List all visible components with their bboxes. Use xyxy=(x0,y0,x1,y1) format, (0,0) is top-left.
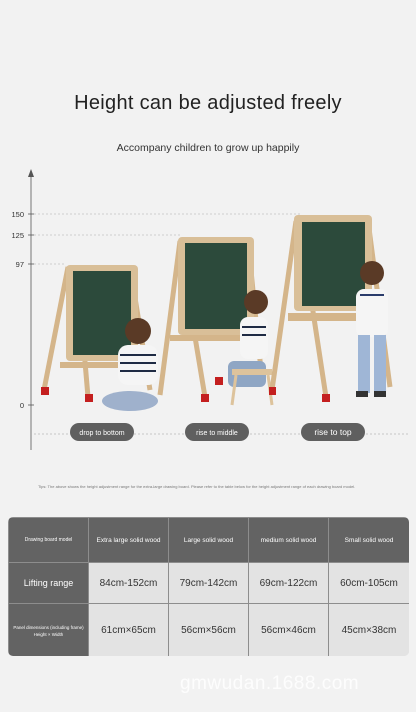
height-illustration xyxy=(0,165,416,465)
rise-to-top-label: rise to top xyxy=(314,427,352,437)
column-extra-large: Extra large solid wood xyxy=(89,518,169,563)
panel-medium: 56cm×46cm xyxy=(249,604,329,657)
scale-tick-0 xyxy=(20,401,34,410)
page-title: Height can be adjusted freely xyxy=(74,92,342,114)
panel-label-line1: Panel dimensions (including frame) xyxy=(13,624,84,630)
drop-to-bottom-label: drop to bottom xyxy=(79,430,125,437)
rise-to-middle-label: rise to middle xyxy=(196,430,238,437)
column-large: Large solid wood xyxy=(169,518,249,563)
column-medium: medium solid wood xyxy=(249,518,329,563)
table-row-lifting xyxy=(9,563,410,604)
lifting-medium: 69cm-122cm xyxy=(249,563,329,604)
scale-tick-150 xyxy=(11,210,300,219)
tip-note: Tips: The above shows the height adjustment range for the extra-large drawing board. Please refer to the table below for the height adjustment range of each drawing board model. xyxy=(38,484,356,489)
page-subtitle: Accompany children to grow up happily xyxy=(116,142,300,154)
panel-small: 45cm×38cm xyxy=(329,604,410,657)
scale-arrow xyxy=(28,169,34,177)
lifting-small: 60cm-105cm xyxy=(329,563,410,604)
row-label-panel xyxy=(9,604,89,657)
panel-large: 56cm×56cm xyxy=(169,604,249,657)
watermark: gmwudan.1688.com xyxy=(180,673,360,694)
rise-to-top-button[interactable] xyxy=(301,423,365,441)
panel-extra-large: 61cm×65cm xyxy=(89,604,169,657)
scale-tick-97 xyxy=(16,260,65,269)
panel-label-line2: Height × Width xyxy=(33,631,64,637)
scale-tick-125 xyxy=(11,231,180,240)
column-small: Small solid wood xyxy=(329,518,410,563)
spec-table xyxy=(8,517,409,656)
lifting-extra-large: 84cm-152cm xyxy=(89,563,169,604)
tick-label-97: 97 xyxy=(15,260,24,269)
table-corner-label: Drawing board model xyxy=(9,518,89,563)
table-row-panel xyxy=(9,604,410,657)
tick-label-150: 150 xyxy=(11,210,24,219)
lifting-large: 79cm-142cm xyxy=(169,563,249,604)
rise-to-middle-button[interactable] xyxy=(185,423,249,441)
tick-label-0: 0 xyxy=(19,401,24,410)
drop-to-bottom-button[interactable] xyxy=(70,423,134,441)
row-label-lifting: Lifting range xyxy=(9,563,89,604)
tick-label-125: 125 xyxy=(11,231,24,240)
